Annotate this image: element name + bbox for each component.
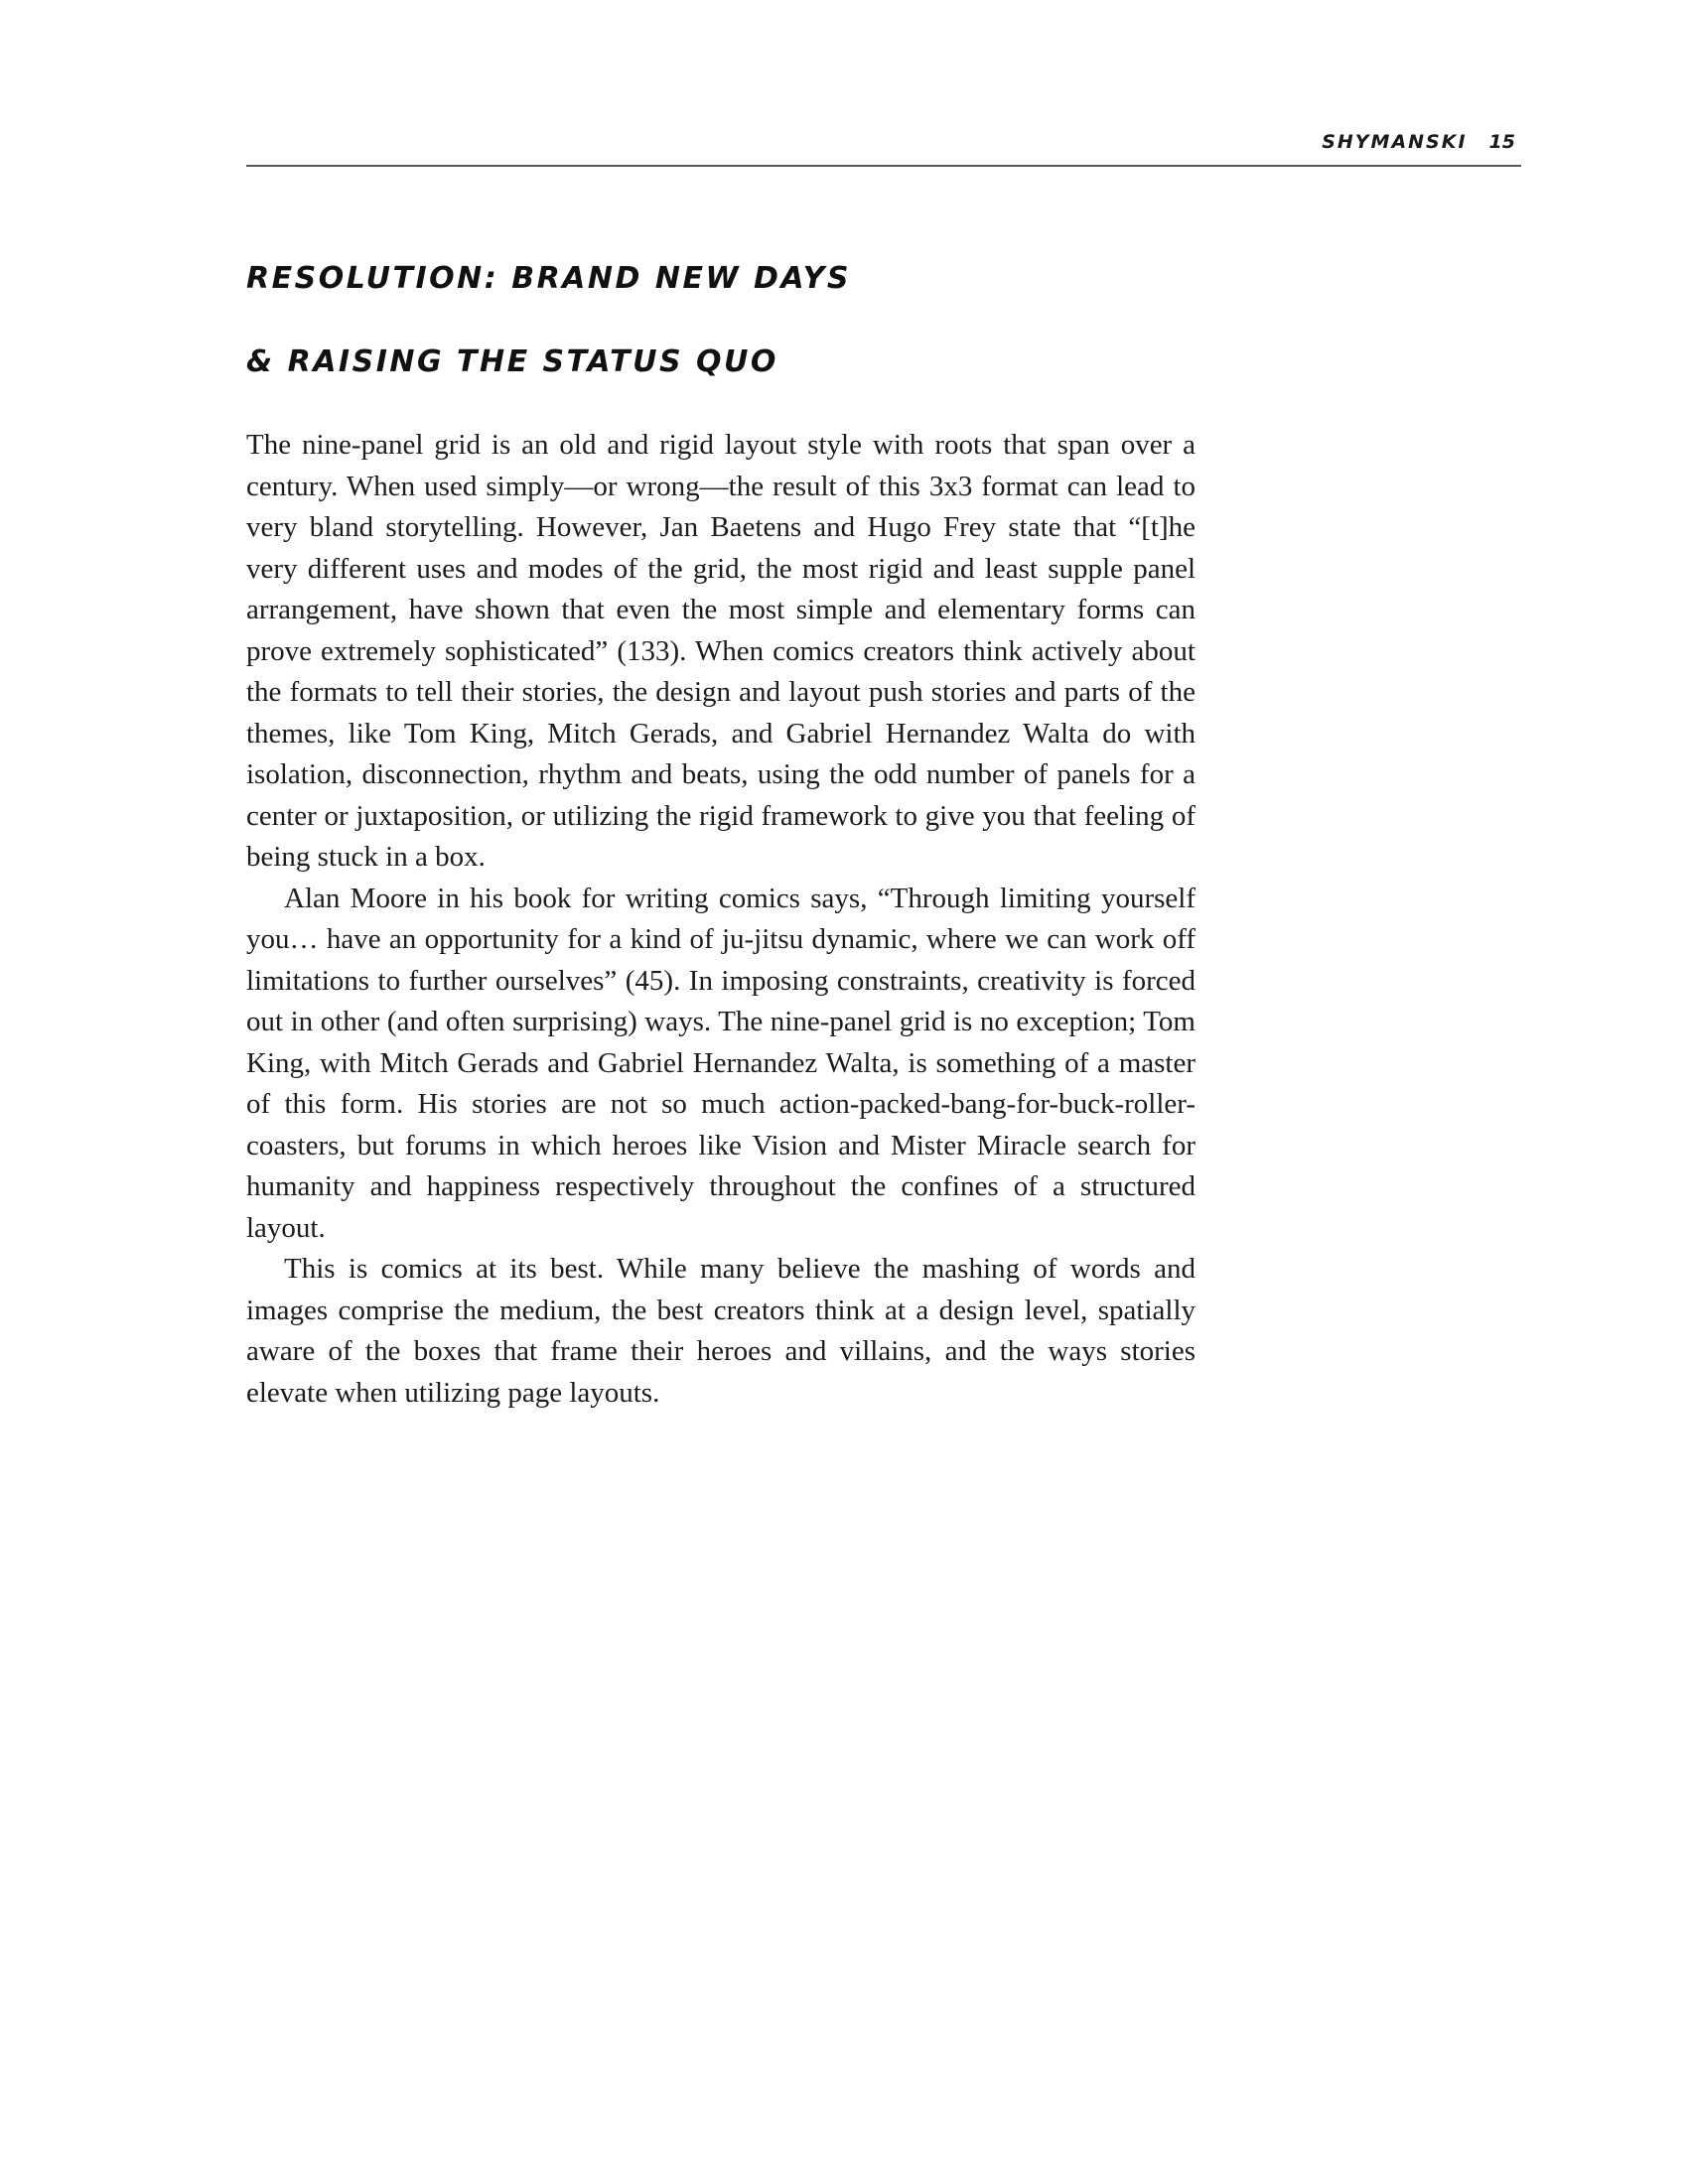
section-heading-line-2: & RAISING THE STATUS QUO: [246, 344, 778, 379]
paragraph-1: The nine-panel grid is an old and rigid layout style with roots that span over a century. When used simply—or wrong—the result of this 3x3 format can lead to very bland storytelling. However, Jan Baetens and Hugo Frey state that “[t]he very different uses and modes of the grid, the most rigid and least supple panel arrangement, have shown that even the most simple and elementary forms can prove extremely sophisticated” (133). When comics creators think actively about the formats to tell their stories, the design and layout push stories and parts of the themes, like Tom King, Mitch Gerads, and Gabriel Hernandez Walta do with isolation, disconnection, rhythm and beats, using the odd number of panels for a center or juxtaposition, or utilizing the rigid framework to give you that feeling of being stuck in a box.: [246, 429, 1196, 873]
running-head: [246, 127, 1521, 167]
running-head-text: [1322, 131, 1515, 153]
page-number: 15: [1488, 131, 1515, 153]
running-head-author: SHYMANSKI: [1322, 131, 1468, 153]
paragraph-3: This is comics at its best. While many believe the mashing of words and images comprise the medium, the best creators think at a design level, spatially aware of the boxes that frame their heroes and villains, and the ways stories elevate when utilizing page layouts.: [246, 1253, 1196, 1409]
section-heading-line-1: RESOLUTION: BRAND NEW DAYS: [246, 261, 851, 296]
paragraph-2: Alan Moore in his book for writing comics says, “Through limiting yourself you… have an opportunity for a kind of ju-jitsu dynamic, where we can work off limitations to further ourselves” (45). In imposing constraints, creativity is forced out in other (and often surprising) ways. The nine-panel grid is no exception; Tom King, with Mitch Gerads and Gabriel Hernandez Walta, is something of a master of this form. His stories are not so much action-packed-bang-for-buck-roller-coasters, but forums in which heroes like Vision and Mister Miracle search for humanity and happiness respectively throughout the confines of a structured layout.: [246, 882, 1196, 1244]
body-text: [246, 425, 1196, 1414]
